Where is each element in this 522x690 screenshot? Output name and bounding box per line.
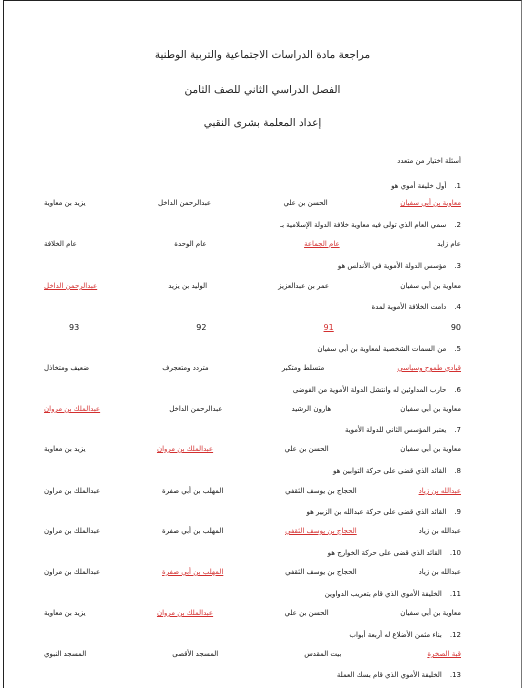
answer-option: الحسن بن علي (283, 199, 328, 207)
question-number: 8. (454, 467, 461, 475)
question-number: 11. (449, 590, 461, 598)
question-text: القائد الذي قضى على حركة عبدالله بن الزبير هو (306, 508, 447, 516)
question-text: الخليفة الأموي الذي قام بتعريب الدواوين (324, 590, 442, 598)
answer-option: عبدالله بن زياد (418, 568, 461, 576)
question-number: 4. (454, 303, 461, 311)
question-number: 10. (449, 549, 461, 557)
answer-option: عبدالرحمن الداخل (157, 199, 212, 207)
correct-answer-option: عام الجماعة (304, 240, 340, 248)
question (372, 303, 461, 311)
question (345, 426, 461, 434)
question (337, 671, 461, 679)
question-number: 5. (454, 345, 461, 353)
correct-answer-option: قبة الصخرة (427, 650, 461, 658)
question (325, 590, 461, 598)
answer-option: الحجاج بن يوسف الثقفي (285, 568, 357, 576)
answer-option: معاوية بن أبي سفيان (400, 405, 461, 413)
question (338, 262, 461, 270)
answer-option: 93 (69, 323, 80, 332)
answer-option: يزيد بن معاوية (44, 445, 86, 453)
answer-options (69, 323, 461, 332)
question-text: حارب المداوئين له وانتشل الدولة الأموية من الفوضى (292, 386, 447, 394)
correct-answer-option: عبدالله بن زياد (418, 487, 461, 495)
answer-option: 92 (196, 323, 207, 332)
answer-option: يزيد بن معاوية (44, 609, 86, 617)
answer-option: عبدالملك بن مراون (44, 487, 101, 495)
answer-options (44, 568, 461, 576)
answer-options (44, 527, 461, 535)
answer-option: عبدالملك بن مراون (44, 527, 101, 535)
question (349, 631, 461, 639)
question-text: سمي العام الذي تولى فيه معاوية خلافة الدولة الإسلامية بـ (280, 221, 447, 229)
question-number: 12. (449, 631, 461, 639)
answer-option: الحسن بن علي (284, 609, 329, 617)
answer-option: عام الخلافة (44, 240, 77, 248)
answer-option: معاوية بن أبي سفيان (400, 609, 461, 617)
question-number: 2. (454, 221, 461, 229)
answer-options (44, 445, 461, 453)
document-subtitle: الفصل الدراسي الثاني للصف الثامن (184, 84, 341, 96)
answer-option: عبدالله بن زياد (418, 527, 461, 535)
question (317, 345, 461, 353)
answer-options (44, 487, 461, 495)
answer-option: هارون الرشيد (291, 405, 332, 413)
answer-option: متردد ومتعجرف (162, 364, 209, 372)
document-page (3, 0, 522, 688)
answer-options (44, 405, 461, 413)
question-text: القائد الذي قضى على حركة التوابين هو (333, 467, 447, 475)
answer-option: المهلب بن أبي صفرة (162, 527, 224, 535)
correct-answer-option: عبدالملك بن مروان (44, 405, 101, 413)
question-text: الخليفة الأموي الذي قام بسك العملة (336, 671, 442, 679)
answer-option: يزيد بن معاوية (44, 199, 86, 207)
question (280, 221, 461, 229)
question (306, 508, 461, 516)
question (328, 549, 461, 557)
section-intro: أسئلة اختيار من متعدد (397, 157, 461, 165)
correct-answer-option: عبدالملك بن مروان (156, 445, 214, 453)
question-text: أول خليفة أموي هو (391, 182, 447, 190)
question-number: 1. (454, 182, 461, 190)
correct-answer-option: المهلب بن أبي صفرة (162, 568, 224, 576)
question-text: القائد الذي قضى على حركة الخوارج هو (327, 549, 442, 557)
correct-answer-option: عبدالرحمن الداخل (44, 282, 98, 290)
correct-answer-option: معاوية بن أبي سفيان (400, 199, 461, 207)
answer-option: عام زايد (437, 240, 461, 248)
question-number: 13. (449, 671, 461, 679)
question-text: يعتبر المؤسس الثاني للدولة الأموية (344, 426, 447, 434)
answer-option: المهلب بن أبي صفرة (162, 487, 224, 495)
answer-option: الوليد بن يزيد (168, 282, 208, 290)
question-number: 3. (454, 262, 461, 270)
correct-answer-option: الحجاج بن يوسف الثقفي (285, 527, 357, 535)
answer-option: معاوية بن أبي سفيان (400, 445, 461, 453)
question-text: من السمات الشخصية لمعاوية بن أبي سفيان (317, 345, 447, 353)
answer-options (44, 364, 461, 372)
question (293, 386, 461, 394)
question-number: 7. (454, 426, 461, 434)
answer-options (44, 199, 461, 207)
question-text: مؤسس الدولة الأموية في الأندلس هو (337, 262, 447, 270)
answer-option: بيت المقدس (304, 650, 342, 658)
answer-option: عام الوحدة (174, 240, 207, 248)
document-title: مراجعة مادة الدراسات الاجتماعية والتربية الوطنية (154, 49, 371, 61)
question-number: 9. (454, 508, 461, 516)
answer-option: المسجد الأقصى (172, 650, 219, 658)
answer-option: متسلط ومتكبر (281, 364, 325, 372)
answer-option: ضعيف ومتخاذل (44, 364, 90, 372)
answer-option: عبدالرحمن الداخل (169, 405, 223, 413)
answer-option: معاوية بن أبي سفيان (400, 282, 461, 290)
correct-answer-option: عبدالملك بن مروان (156, 609, 214, 617)
answer-options (44, 282, 461, 290)
answer-option: 90 (450, 323, 461, 332)
question-text: بناء مثمن الأضلاع له أربعة أبواب (349, 631, 442, 639)
correct-answer-option: 91 (323, 323, 334, 332)
question (333, 467, 461, 475)
answer-options (44, 650, 461, 658)
question-number: 6. (454, 386, 461, 394)
answer-option: الحجاج بن يوسف الثقفي (285, 487, 357, 495)
correct-answer-option: قيادي طموح وسياسي (397, 364, 461, 372)
answer-option: الحسن بن علي (284, 445, 329, 453)
question-text: دامت الخلافة الأموية لمدة (371, 303, 447, 311)
answer-option: عبدالملك بن مراون (44, 568, 101, 576)
answer-option: المسجد النبوي (44, 650, 87, 658)
answer-option: عمر بن عبدالعزيز (278, 282, 330, 290)
answer-options (44, 609, 461, 617)
question (391, 182, 461, 190)
document-author: إعداد المعلمة بشرى النقبي (203, 117, 322, 129)
answer-options (44, 240, 461, 248)
